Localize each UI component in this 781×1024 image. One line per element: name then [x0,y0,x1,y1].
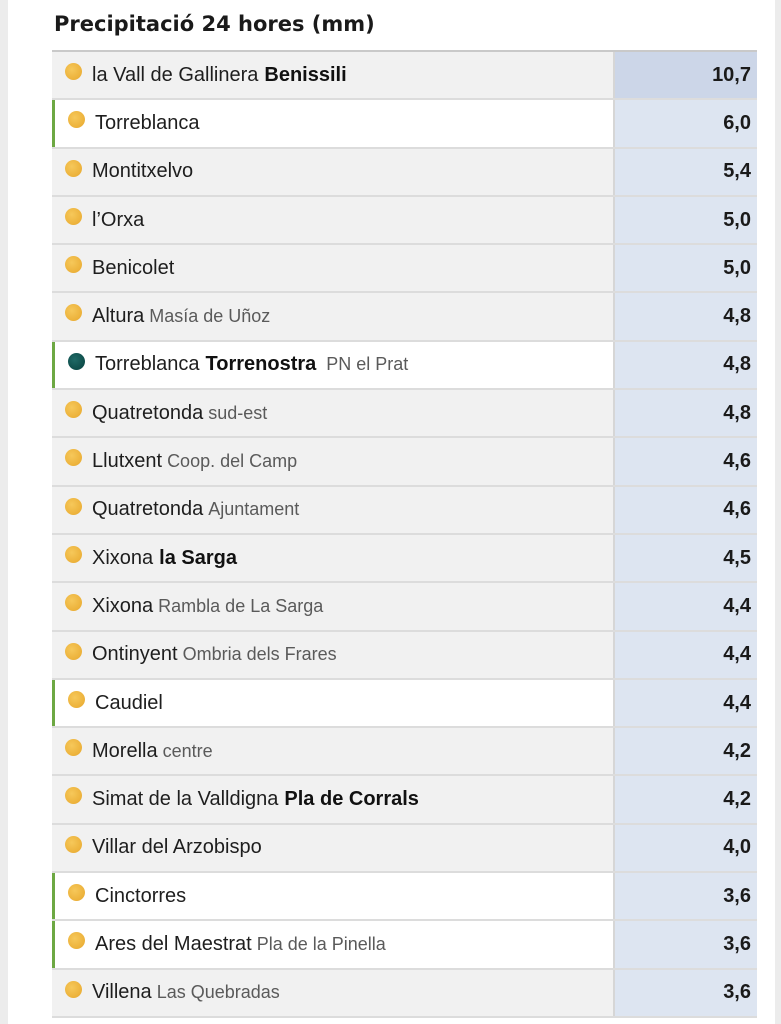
station-name: Quatretonda [92,401,204,424]
station-area: PN el Prat [326,354,409,375]
station-location: centre [162,740,213,761]
station-cell [52,149,615,195]
yellow-dot-icon [65,739,82,756]
station-location: Ajuntament [208,499,300,520]
precipitation-value: 4,6 [615,438,757,484]
yellow-dot-icon [65,981,82,998]
station-location: Rambla de La Sarga [158,595,324,616]
yellow-dot-icon [65,787,82,804]
yellow-dot-icon [65,643,82,660]
station-name: Quatretonda [92,498,204,521]
precipitation-card [8,0,775,1024]
station-name: Llutxent [92,450,163,473]
table-row[interactable] [52,197,757,245]
station-location: sud-est [208,402,268,423]
station-name: Simat de la Valldigna [92,788,279,811]
yellow-dot-icon [68,884,85,901]
station-cell [52,438,615,484]
station-cell [52,776,615,822]
station-cell [52,52,615,98]
precipitation-value: 4,8 [615,293,757,339]
precipitation-value: 3,6 [615,873,757,919]
station-name: Xixona [92,594,154,617]
table-row[interactable] [52,149,757,197]
station-location: Masía de Uñoz [149,306,271,327]
table-row[interactable] [52,487,757,535]
yellow-dot-icon [65,594,82,611]
table-row[interactable] [52,632,757,680]
station-name: Ares del Maestrat [95,932,252,955]
table-row[interactable] [52,680,757,728]
precipitation-value: 4,2 [615,776,757,822]
station-name: Benicolet [92,256,175,279]
station-subname: Torrenostra [205,353,317,376]
precipitation-value: 4,5 [615,535,757,581]
station-name: Xixona [92,546,154,569]
yellow-dot-icon [68,691,85,708]
station-name: la Vall de Gallinera [92,63,259,86]
station-name: l’Orxa [92,208,145,231]
yellow-dot-icon [65,449,82,466]
station-name: Torreblanca [95,111,200,134]
table-row[interactable] [52,583,757,631]
yellow-dot-icon [68,111,85,128]
precipitation-value: 4,0 [615,825,757,871]
yellow-dot-icon [68,932,85,949]
yellow-dot-icon [65,498,82,515]
table-row[interactable] [52,776,757,824]
station-location: Ombria dels Frares [182,644,337,665]
precipitation-value: 5,0 [615,245,757,291]
table-row[interactable] [52,245,757,293]
station-cell [52,342,615,388]
yellow-dot-icon [65,208,82,225]
station-subname: Pla de Corrals [284,788,419,811]
yellow-dot-icon [65,304,82,321]
table-row[interactable] [52,438,757,486]
station-name: Montitxelvo [92,160,194,183]
yellow-dot-icon [65,256,82,273]
precipitation-value: 4,4 [615,632,757,678]
table-row[interactable] [52,728,757,776]
precipitation-value: 4,4 [615,583,757,629]
precipitation-value: 4,4 [615,680,757,726]
station-cell [52,873,615,919]
station-cell [52,293,615,339]
yellow-dot-icon [65,63,82,80]
station-name: Ontinyent [92,643,178,666]
yellow-dot-icon [65,401,82,418]
table-row[interactable] [52,921,757,969]
station-cell [52,728,615,774]
station-cell [52,535,615,581]
station-location: Coop. del Camp [167,451,298,472]
station-cell [52,390,615,436]
station-cell [52,970,615,1016]
teal-dot-icon [68,353,85,370]
yellow-dot-icon [65,836,82,853]
station-location: Las Quebradas [156,982,280,1003]
station-name: Cinctorres [95,884,187,907]
precipitation-value: 6,0 [615,100,757,146]
table-row[interactable] [52,342,757,390]
station-cell [52,680,615,726]
station-cell [52,632,615,678]
yellow-dot-icon [65,546,82,563]
station-name: Villar del Arzobispo [92,836,262,859]
station-subname: Benissili [264,63,347,86]
precipitation-value: 3,6 [615,970,757,1016]
table-row[interactable] [52,873,757,921]
station-name: Torreblanca [95,353,200,376]
table-row[interactable] [52,535,757,583]
station-cell [52,583,615,629]
station-subname: la Sarga [159,546,237,569]
table-row[interactable] [52,100,757,148]
yellow-dot-icon [65,160,82,177]
precipitation-value: 4,6 [615,487,757,533]
precipitation-value: 4,8 [615,342,757,388]
station-name: Morella [92,739,158,762]
precipitation-value: 10,7 [615,52,757,98]
station-cell [52,487,615,533]
table-row[interactable] [52,390,757,438]
table-row[interactable] [52,825,757,873]
precipitation-table [52,50,757,1018]
page-title: Precipitació 24 hores (mm) [54,12,375,36]
precipitation-value: 3,6 [615,921,757,967]
station-cell [52,825,615,871]
precipitation-value: 5,0 [615,197,757,243]
station-cell [52,921,615,967]
table-row[interactable] [52,52,757,100]
station-name: Altura [92,305,145,328]
table-row[interactable] [52,293,757,341]
station-cell [52,197,615,243]
precipitation-value: 4,8 [615,390,757,436]
precipitation-value: 4,2 [615,728,757,774]
station-location: Pla de la Pinella [256,933,386,954]
station-name: Villena [92,981,152,1004]
table-row[interactable] [52,970,757,1018]
station-name: Caudiel [95,691,163,714]
station-cell [52,245,615,291]
precipitation-value: 5,4 [615,149,757,195]
station-cell [52,100,615,146]
